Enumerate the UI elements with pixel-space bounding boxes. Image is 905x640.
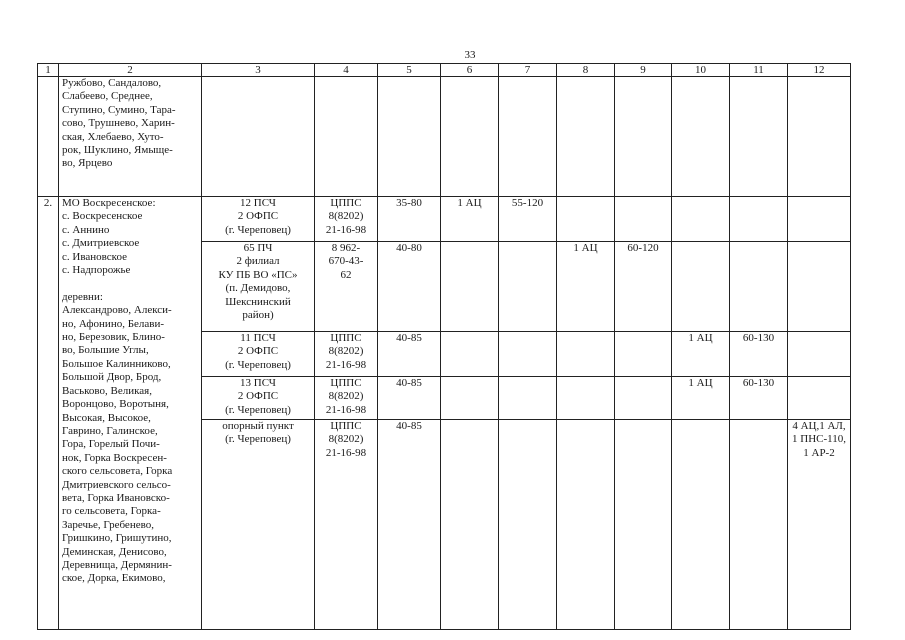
unit-phone: ЦППС 8(8202) 21-16-98 <box>315 332 378 377</box>
header-col-7: 7 <box>499 64 557 77</box>
cell-col-7 <box>499 242 557 332</box>
cell-col-5: 40-85 <box>378 332 441 377</box>
unit-name: опорный пункт (г. Череповец) <box>202 420 315 630</box>
empty-cell <box>202 77 315 197</box>
cell-col-7 <box>499 377 557 420</box>
cell-col-6 <box>441 242 499 332</box>
cell-col-9 <box>615 377 672 420</box>
cell-col-7 <box>499 420 557 630</box>
empty-cell <box>730 77 788 197</box>
empty-cell <box>315 77 378 197</box>
unit-name: 65 ПЧ 2 филиал КУ ПБ ВО «ПС» (п. Демидово, Шекснинский район) <box>202 242 315 332</box>
unit-name: 13 ПСЧ 2 ОФПС (г. Череповец) <box>202 377 315 420</box>
page-number: 33 <box>464 49 476 61</box>
continuation-index <box>38 77 59 197</box>
cell-col-11 <box>730 420 788 630</box>
cell-col-10 <box>672 420 730 630</box>
cell-col-8 <box>557 332 615 377</box>
cell-col-11 <box>730 197 788 242</box>
continuation-row <box>38 77 851 197</box>
cell-col-11 <box>730 242 788 332</box>
empty-cell <box>378 77 441 197</box>
cell-col-5: 40-85 <box>378 377 441 420</box>
cell-col-5: 35-80 <box>378 197 441 242</box>
cell-col-10: 1 АЦ <box>672 377 730 420</box>
header-col-1: 1 <box>38 64 59 77</box>
header-col-2: 2 <box>59 64 202 77</box>
cell-col-12 <box>788 332 851 377</box>
empty-cell <box>672 77 730 197</box>
unit-phone: ЦППС 8(8202) 21-16-98 <box>315 420 378 630</box>
header-col-8: 8 <box>557 64 615 77</box>
cell-col-11: 60-130 <box>730 332 788 377</box>
cell-col-7 <box>499 332 557 377</box>
unit-phone: ЦППС 8(8202) 21-16-98 <box>315 197 378 242</box>
header-row <box>38 64 851 77</box>
cell-col-7: 55-120 <box>499 197 557 242</box>
unit-name: 11 ПСЧ 2 ОФПС (г. Череповец) <box>202 332 315 377</box>
header-col-5: 5 <box>378 64 441 77</box>
row-index: 2. <box>38 197 59 630</box>
mo-settlements: МО Воскресенское: с. Воскресенское с. Аннино с. Дмитриевское с. Ивановское с. Надпорожье деревни: Александрово, Алекси- но, Афонино, Белави- но, Березовик, Блино- во, Большие Углы, Большое Калинниково, Большой Двор, Брод, Васьково, Великая, Воронцово, Воротыня, Высокая, Высокое, Гаврино, Галинское, Гора, Горелый Почи- нок, Горка Воскресен- ского сельсовета, Горка Дмитриевского сельсо- вета, Горка Ивановско- го сельсовета, Горка- Заречье, Гребенево, Гришкино, Гришутино, Деминская, Денисово, Деревнища, Дермянин- ское, Дорка, Екимово, <box>59 197 202 630</box>
unit-phone: 8 962- 670-43- 62 <box>315 242 378 332</box>
cell-col-6 <box>441 332 499 377</box>
cell-col-8 <box>557 197 615 242</box>
cell-col-12 <box>788 377 851 420</box>
fire-response-table <box>37 63 851 630</box>
empty-cell <box>788 77 851 197</box>
unit-name: 12 ПСЧ 2 ОФПС (г. Череповец) <box>202 197 315 242</box>
cell-col-9 <box>615 197 672 242</box>
header-col-3: 3 <box>202 64 315 77</box>
cell-col-10: 1 АЦ <box>672 332 730 377</box>
cell-col-5: 40-80 <box>378 242 441 332</box>
header-col-4: 4 <box>315 64 378 77</box>
continuation-settlements: Ружбово, Сандалово, Слабеево, Среднее, Ступино, Сумино, Тара- сово, Трушнево, Харин- ская, Хлебаево, Хуто- рок, Шуклино, Ямыще- во, Ярцево <box>59 77 202 197</box>
empty-cell <box>441 77 499 197</box>
cell-col-12 <box>788 197 851 242</box>
cell-col-12 <box>788 242 851 332</box>
empty-cell <box>499 77 557 197</box>
cell-col-10 <box>672 197 730 242</box>
unit-phone: ЦППС 8(8202) 21-16-98 <box>315 377 378 420</box>
cell-col-9: 60-120 <box>615 242 672 332</box>
cell-col-8: 1 АЦ <box>557 242 615 332</box>
cell-col-8 <box>557 377 615 420</box>
header-col-10: 10 <box>672 64 730 77</box>
empty-cell <box>557 77 615 197</box>
cell-col-6 <box>441 420 499 630</box>
header-col-9: 9 <box>615 64 672 77</box>
cell-col-6: 1 АЦ <box>441 197 499 242</box>
unit-row <box>38 197 851 242</box>
header-col-12: 12 <box>788 64 851 77</box>
cell-col-12: 4 АЦ,1 АЛ, 1 ПНС-110, 1 АР-2 <box>788 420 851 630</box>
header-col-11: 11 <box>730 64 788 77</box>
cell-col-10 <box>672 242 730 332</box>
cell-col-6 <box>441 377 499 420</box>
cell-col-5: 40-85 <box>378 420 441 630</box>
cell-col-8 <box>557 420 615 630</box>
cell-col-9 <box>615 420 672 630</box>
empty-cell <box>615 77 672 197</box>
cell-col-11: 60-130 <box>730 377 788 420</box>
header-col-6: 6 <box>441 64 499 77</box>
cell-col-9 <box>615 332 672 377</box>
